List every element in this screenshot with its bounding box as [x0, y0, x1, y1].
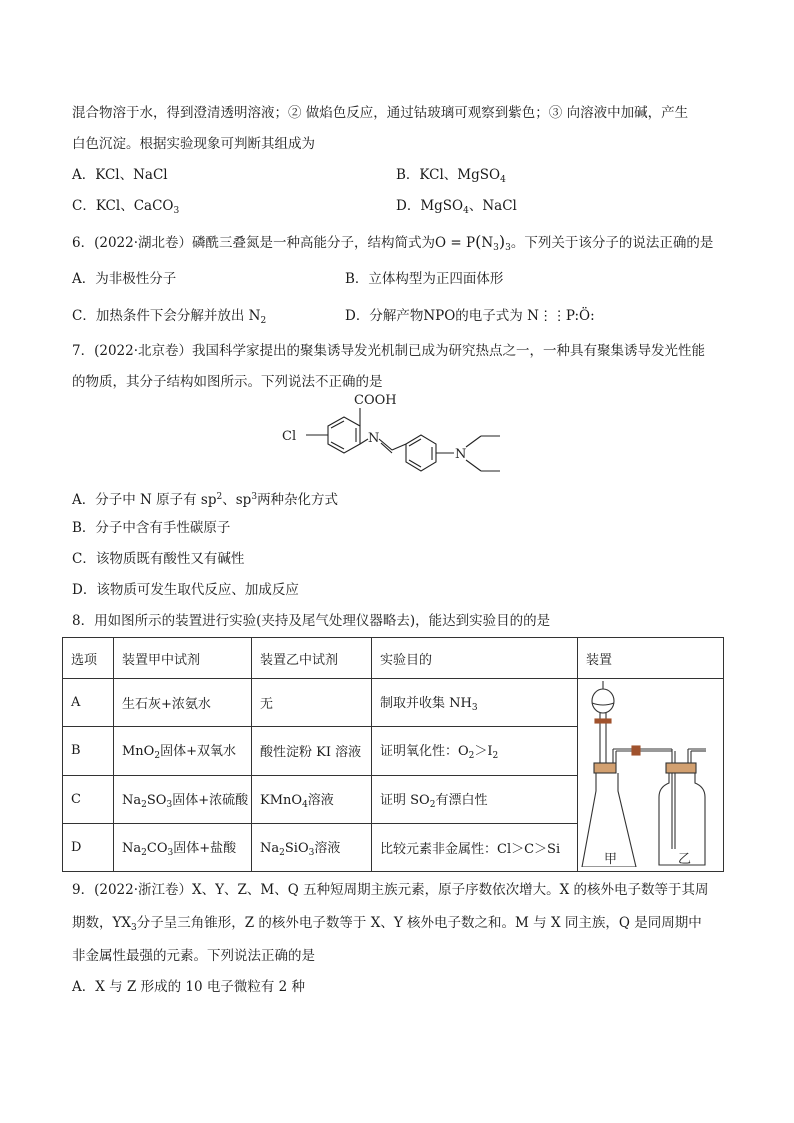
- cell-option: C: [63, 775, 114, 823]
- amine-n-label: N: [455, 447, 467, 462]
- cell-yi: $Na_2SiO_3$溶液: [252, 823, 372, 871]
- header-apparatus: 装置: [578, 638, 724, 679]
- q6-stem: 6．(2022·湖北卷）磷酰三叠氮是一种高能分子，结构简式为$O = P(N_3)_3$。下列关于该分子的说法正确的是: [72, 232, 714, 253]
- q5-option-c: C．KCl、CaCO$_3$: [72, 198, 180, 216]
- apparatus-cell: [578, 679, 724, 872]
- cl-label: Cl: [282, 429, 297, 444]
- tube-connector: [632, 746, 640, 755]
- cell-option: A: [63, 679, 114, 727]
- cell-option: B: [63, 727, 114, 775]
- table-header-row: [63, 638, 724, 679]
- q5-stem-line1: 混合物溶于水，得到澄清透明溶液；② 做焰色反应，通过钴玻璃可观察到紫色；③ 向溶液中加碱，产生: [72, 105, 689, 121]
- q6-option-b: B．立体构型为正四面体形: [345, 271, 504, 287]
- label-jia: 甲: [604, 852, 618, 867]
- label-yi: 乙: [678, 852, 692, 867]
- q5-option-b: B．KCl、MgSO$_4$: [396, 167, 506, 185]
- q7-option-c: C．该物质既有酸性又有碱性: [72, 551, 245, 567]
- header-aim: 实验目的: [372, 638, 578, 679]
- q9-stem-line2: 期数，$YX_3$分子呈三角锥形，Z 的核外电子数等于 X、Y 核外电子数之和。M 与 X 同主族，Q 是同周期中: [72, 915, 702, 933]
- molecule-structure: [268, 392, 508, 482]
- imine-n-label: N: [368, 431, 380, 446]
- q6-option-c: C．加热条件下会分解并放出 $N_2$: [72, 308, 267, 326]
- cell-yi: 酸性淀粉 KI 溶液: [252, 727, 372, 775]
- q9-stem-line1: 9．(2022·浙江卷）X、Y、Z、M、Q 五种短周期主族元素，原子序数依次增大。X 的核外电子数等于其周: [72, 882, 709, 898]
- cell-jia: $Na_2SO_3$固体+浓硫酸: [114, 775, 252, 823]
- q6-formula: $O = P(N_3)_3$: [435, 232, 511, 253]
- header-yi: 装置乙中试剂: [252, 638, 372, 679]
- q7-stem-line1: 7．(2022·北京卷）我国科学家提出的聚集诱导发光机制已成为研究热点之一，一种具有聚集诱导发光性能: [72, 343, 706, 359]
- table-row: [63, 679, 724, 727]
- benzene-ring-1: [328, 417, 360, 453]
- cell-jia: $Na_2CO_3$固体+盐酸: [114, 823, 252, 871]
- cell-aim: 制取并收集 $NH_3$: [372, 679, 578, 727]
- cell-yi: 无: [252, 679, 372, 727]
- bottle-stopper: [666, 763, 696, 773]
- stopcock: [595, 719, 611, 723]
- cell-aim: 证明氧化性：$O_2>I_2$: [372, 727, 578, 775]
- cell-aim: 比较元素非金属性：Cl＞C＞Si: [372, 823, 578, 871]
- q5-stem-line2: 白色沉淀。根据实验现象可判断其组成为: [72, 136, 315, 152]
- q7-option-d: D．该物质可发生取代反应、加成反应: [72, 582, 299, 598]
- q9-option-a: A．X 与 Z 形成的 10 电子微粒有 2 种: [72, 979, 306, 995]
- q7-option-b: B．分子中含有手性碳原子: [72, 520, 231, 536]
- apparatus-diagram: [578, 679, 723, 867]
- cooh-label: COOH: [354, 393, 397, 408]
- cell-aim: 证明 $SO_2$有漂白性: [372, 775, 578, 823]
- cell-jia: MnO$_2$固体+双氧水: [114, 727, 252, 775]
- header-option: 选项: [63, 638, 114, 679]
- q7-stem-line2: 的物质，其分子结构如图所示。下列说法不正确的是: [72, 374, 383, 390]
- cell-option: D: [63, 823, 114, 871]
- header-jia: 装置甲中试剂: [114, 638, 252, 679]
- cell-yi: KMnO$_4$溶液: [252, 775, 372, 823]
- q9-stem-line3: 非金属性最强的元素。下列说法正确的是: [72, 948, 315, 964]
- q5-option-d: D．MgSO$_4$、NaCl: [396, 198, 517, 216]
- q5-option-a: A．KCl、NaCl: [72, 167, 168, 183]
- q6-option-a: A．为非极性分子: [72, 271, 177, 287]
- cell-jia: 生石灰+浓氨水: [114, 679, 252, 727]
- flask-stopper: [594, 763, 616, 773]
- funnel-bulb: [592, 689, 614, 713]
- q7-option-a: A．分子中 N 原子有 $sp^2$、$sp^3$两种杂化方式: [72, 492, 339, 508]
- q8-stem: 8．用如图所示的装置进行实验(夹持及尾气处理仪器略去)，能达到实验目的的是: [72, 613, 551, 629]
- q6-option-d: D．分解产物NPO的电子式为 N⋮⋮P:Ö:: [345, 308, 595, 324]
- experiment-table: [62, 637, 724, 872]
